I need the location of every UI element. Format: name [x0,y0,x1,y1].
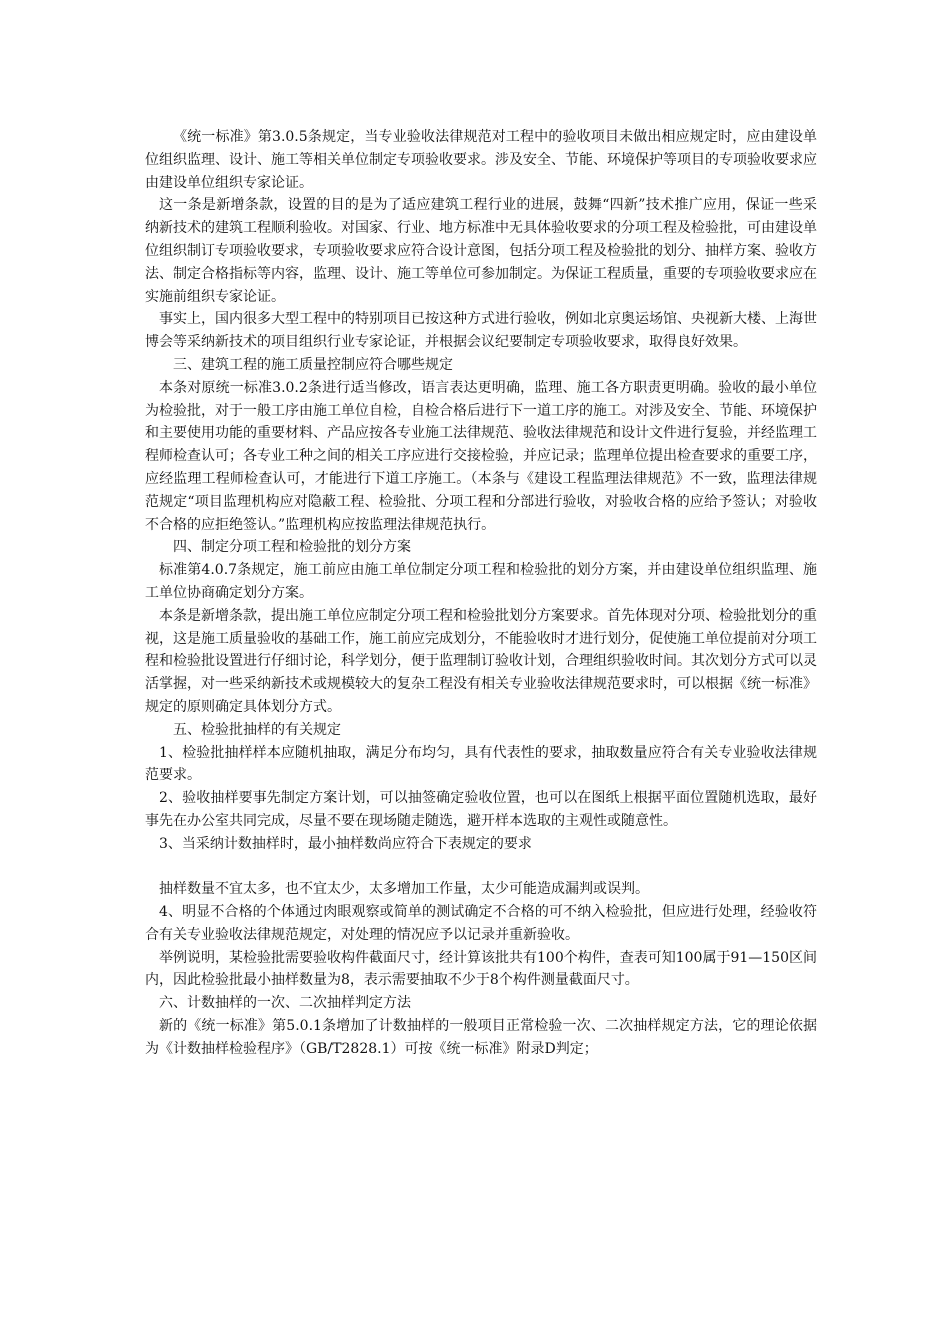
blank-line [145,856,817,879]
paragraph-5-0-1: 新的《统一标准》第5.0.1条增加了计数抽样的一般项目正常检验一次、二次抽样规定方法，它的理论依据为《计数抽样检验程序》（GB/T2828.1）可按《统一标准》附录D判定； [145,1018,817,1057]
paragraph-quality-control: 本条对原统一标准3.0.2条进行适当修改，语言表达更明确，监理、施工各方职责更明确。验收的最小单位为检验批，对于一般工序由施工单位自检，自检合格后进行下一道工序的施工。对涉及安全、节能、环境保护和主要使用功能的重要材料、产品应按各专业施工法律规范、验收法律规范和设计文件进行复验，并经监理工程师检查认可；各专业工种之间的相关工序应进行交接检验，并应记录；监理单位提出检查要求的重要工序，应经监理工程师检查认可，才能进行下道工序施工。（本条与《建设工程监理法律规范》不一致，监理法律规范规定“项目监理机构应对隐蔽工程、检验批、分项工程和分部进行验收，对验收合格的应给予签认；对验收不合格的应拒绝签认。”监理机构应按监理法律规范执行。 [145,379,817,533]
list-item-2: 2、验收抽样要事先制定方案计划，可以抽签确定验收位置，也可以在图纸上根据平面位置随机选取，最好事先在办公室共同完成，尽量不要在现场随走随选，避开样本选取的主观性或随意性。 [145,790,817,829]
paragraph-sample-size: 抽样数量不宜太多，也不宜太少，太多增加工作量，太少可能造成漏判或误判。 [159,881,649,898]
paragraph-3-0-5: 《统一标准》第3.0.5条规定，当专业验收法律规范对工程中的验收项目未做出相应规定时，应由建设单位组织监理、设计、施工等相关单位制定专项验收要求。涉及安全、节能、环境保护等项目的专项验收要求应由建设单位组织专家论证。 [145,129,817,191]
section-heading-4: 四、制定分项工程和检验批的划分方案 [173,539,411,556]
list-item-1: 1、检验批抽样样本应随机抽取，满足分布均匀，具有代表性的要求，抽取数量应符合有关专业验收法律规范要求。 [145,744,817,784]
list-item-4: 4、明显不合格的个体通过肉眼观察或简单的测试确定不合格的可不纳入检验批，但应进行处理，经验收符合有关专业验收法律规范规定，对处理的情况应予以记录并重新验收。 [145,904,817,943]
section-heading-3: 三、建筑工程的施工质量控制应符合哪些规定 [173,356,453,373]
section-heading-6: 六、计数抽样的一次、二次抽样判定方法 [159,995,411,1012]
paragraph-examples: 事实上，国内很多大型工程中的特别项目已按这种方式进行验收，例如北京奥运场馆、央视新大楼、上海世博会等采纳新技术的项目组织行业专家论证，并根据会议纪要制定专项验收要求，取得良好效果。 [145,311,817,351]
document-page [145,126,817,1061]
paragraph-4-0-7: 标准第4.0.7条规定，施工前应由施工单位制定分项工程和检验批的划分方案，并由建设单位组织监理、施工单位协商确定划分方案。 [145,562,817,601]
list-item-3: 3、当采纳计数抽样时，最小抽样数尚应符合下表规定的要求 [159,835,532,852]
section-heading-5: 五、检验批抽样的有关规定 [173,721,341,738]
paragraph-example: 举例说明，某检验批需要验收构件截面尺寸，经计算该批共有100个构件，查表可知100属于91—150区间内，因此检验批最小抽样数量为8，表示需要抽取不少于8个构件测量截面尺寸。 [145,949,817,989]
paragraph-new-clause-purpose: 这一条是新增条款，设置的目的是为了适应建筑工程行业的进展，鼓舞“四新”技术推广应用，保证一些采纳新技术的建筑工程顺利验收。对国家、行业、地方标准中无具体验收要求的分项工程及检验批，可由建设单位组织制订专项验收要求，专项验收要求应符合设计意图，包括分项工程及检验批的划分、抽样方案、验收方法、制定合格指标等内容，监理、设计、施工等单位可参加制定。为保证工程质量，重要的专项验收要求应在实施前组织专家论证。 [145,197,817,305]
paragraph-division-plan: 本条是新增条款，提出施工单位应制定分项工程和检验批划分方案要求。首先体现对分项、检验批划分的重视，这是施工质量验收的基础工作，施工前应完成划分，不能验收时才进行划分，促使施工单位提前对分项工程和检验批设置进行仔细讨论，科学划分，便于监理制订验收计划，合理组织验收时间。其次划分方式可以灵活掌握，对一些采纳新技术或规模较大的复杂工程没有相关专业验收法律规范要求时，可以根据《统一标准》规定的原则确定具体划分方式。 [145,607,817,715]
